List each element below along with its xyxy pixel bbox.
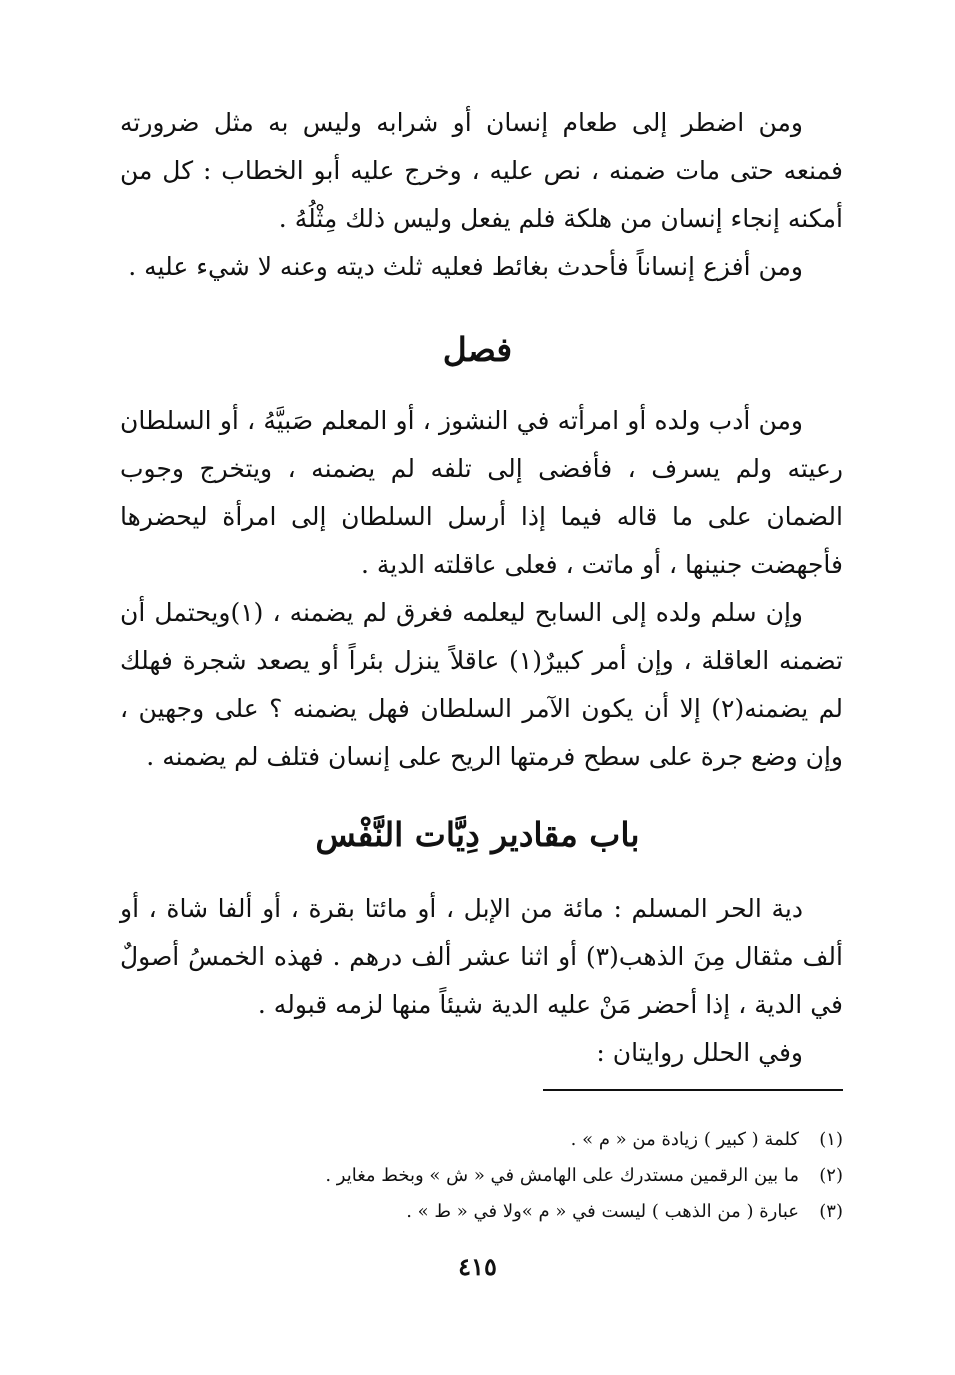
footnote-item <box>150 1162 843 1198</box>
footnote-item <box>150 1126 843 1162</box>
footnote-text: عبارة ( من الذهب ) ليست في « م »ولا في « ط » . <box>406 1201 799 1222</box>
footnote-item <box>150 1198 843 1234</box>
footnote-number: (١) <box>819 1129 843 1150</box>
paragraph: دية الحر المسلم : مائة من الإبل ، أو مائتا بقرة ، أو ألفا شاة ، أو ألف مثقال مِنَ الذهب(٣) أو اثنا عشر ألف درهم . فهذه الخمسُ أصولٌ في الدية ، إذا أحضر مَنْ عليه الدية شيئاً منها لزمه قبوله . <box>120 894 843 1019</box>
paragraph: وإن سلم ولده إلى السابح ليعلمه فغرق لم يضمنه ، (١)ويحتمل أن تضمنه العاقلة ، وإن أمر كبيرٌ(١) عاقلاً ينزل بئراً أو يصعد شجرة فهلك لم يضمنه(٢) إلا أن يكون الآمر السلطان فهل يضمنه ؟ على وجهين ، وإن وضع جرة على سطح فرمتها الريح على إنسان فتلف لم يضمنه . <box>120 598 843 771</box>
paragraph: ومن أفزع إنساناً فأحدث بغائط فعليه ثلث ديته وعنه لا شيء عليه . <box>128 252 803 281</box>
section-heading: فصل <box>442 330 513 369</box>
paragraph: ومن اضطر إلى طعام إنسان أو شرابه وليس به مثل ضرورته فمنعه حتى مات ضمنه ، نص عليه ، وخرج عليه أبو الخطاب : كل من أمكنه إنجاء إنسان من هلكة فلم يفعل وليس ذلك مِثْلُهُ . <box>120 108 843 233</box>
paragraph: وفي الحلل روايتان : <box>596 1038 803 1067</box>
footnotes-list <box>150 1126 843 1234</box>
footnote-number: (٣) <box>819 1201 843 1222</box>
text-block-intro <box>120 99 843 291</box>
paragraph: ومن أدب ولده أو امرأته في النشوز ، أو المعلم صَبيَّهُ ، أو السلطان رعيته ولم يسرف ، فأفضى إلى تلفه لم يضمنه ، ويتخرج وجوب الضمان على ما قاله فيما إذا أرسل السلطان إلى امرأة ليحضرها فأجهضت جنينها ، أو ماتت ، فعلى عاقلته الدية . <box>120 406 843 579</box>
footnote-number: (٢) <box>819 1165 843 1186</box>
footnote-text: كلمة ( كبير ) زيادة من « م » . <box>570 1129 799 1150</box>
text-block-chapter <box>120 885 843 1077</box>
footnote-separator <box>543 1089 843 1091</box>
page-number: ٤١٥ <box>458 1252 497 1281</box>
text-block-section <box>120 397 843 781</box>
footnote-text: ما بين الرقمين مستدرك على الهامش في « ش » وبخط مغاير . <box>325 1165 799 1186</box>
chapter-heading: باب مقادير دِيَّات النَّفْس <box>315 815 640 854</box>
